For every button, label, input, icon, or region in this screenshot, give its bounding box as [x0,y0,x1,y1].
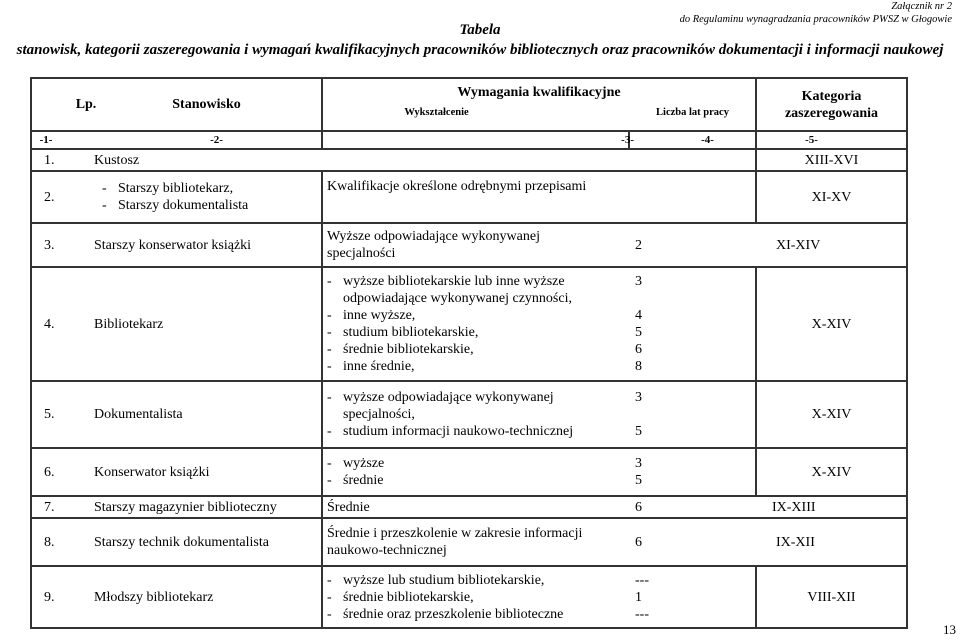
annex-line-1: Załącznik nr 2 [891,1,952,12]
row-4-lp: 4. [44,316,55,332]
row-8-position-0: Starszy technik dokumentalista [94,534,269,550]
table-row [31,223,907,267]
row-4-years [629,267,756,381]
row-6-years-0: 3 [635,456,642,471]
row-5-years-0: 3 [635,390,642,405]
title-line-1: Tabela [459,22,501,38]
row-3-category: XI-XIV [756,223,907,267]
row-7-position-0: Starszy magazynier biblioteczny [94,499,277,515]
row-9-education-0: wyższe lub studium bibliotekarskie, [343,572,545,588]
row-6-education-0: wyższe [343,456,385,471]
row-7-lp: 7. [44,499,55,515]
row-8-education: Średnie i przeszkolenie w zakresie informacji naukowo-technicznej [322,518,629,566]
row-2-years [629,171,756,223]
row-9-category: VIII-XII [756,566,907,628]
header-education: Wykształcenie [404,107,469,118]
row-5-education-1: studium informacji naukowo-technicznej [343,424,574,439]
row-9-years-2: --- [635,606,649,622]
table-row [31,267,907,381]
header-lp: Lp. [75,96,97,112]
row-9-education-2: średnie oraz przeszkolenie biblioteczne [343,606,564,622]
col-number-5: -5- [805,134,818,146]
row-5-lp: 5. [44,407,55,422]
row-6-lp: 6. [44,464,55,480]
row-6-education-1: średnie [343,473,384,488]
table-row [31,381,907,448]
row-4-years-3: 6 [635,342,642,357]
page-number: 13 [943,622,956,637]
row-2-category: XI-XV [756,171,907,223]
row-9-position [31,566,322,628]
row-7-position [31,496,322,518]
row-2-position: 2. - Starszy bibliotekarz, - Starszy dokumentalista [31,171,322,223]
table-row [31,518,907,566]
col-number-cell-1-2 [31,131,322,149]
header-category: Kategoria zaszeregowania [756,78,907,131]
row-7-education: Średnie [322,496,629,518]
document-title [0,20,960,60]
row-5-years [629,381,756,448]
row-4-category: X-XIV [756,267,907,381]
row-8-years: 6 [629,518,756,566]
row-6-position [31,448,322,496]
col-number-4: -4- [701,134,714,146]
row-1-lp: 1. [44,152,55,168]
row-3-position-0: Starszy konserwator książki [94,237,252,253]
row-9-education-1: średnie bibliotekarskie, [343,589,474,605]
row-4-years-1: 4 [635,308,642,323]
row-4-education-3: średnie bibliotekarskie, [343,342,474,357]
title-line-2: stanowisk, kategorii zaszeregowania i wymagań kwalifikacyjnych pracowników bibliotecznych oraz pracowników dokumentacji i informacji naukowej [16,42,944,58]
row-2-education: Kwalifikacje określone odrębnymi przepisami [322,171,629,223]
row-9-education: - wyższe lub studium bibliotekarskie, - średnie bibliotekarskie, - średnie oraz przeszkolenie biblioteczne [322,566,629,628]
table-row [31,171,907,223]
row-9-years-1: 1 [635,589,642,605]
positions-table [30,77,908,629]
col-number-2: -2- [210,134,223,146]
row-4-years-0: 3 [635,274,642,289]
row-5-position-0: Dokumentalista [94,407,183,422]
row-9-lp: 9. [44,589,55,605]
row-3-years: 2 [629,223,756,267]
header-requirements: Wymagania kwalifikacyjne [457,85,621,100]
row-9-years-0: --- [635,572,649,588]
row-4-education-2: studium bibliotekarskie, [343,325,479,340]
row-1-position-0: Kustosz [94,152,140,168]
row-4-education-4: inne średnie, [343,359,415,374]
table-row [31,496,907,518]
table-row [31,448,907,496]
col-number-cell-3 [322,131,634,149]
col-number-1: -1- [39,134,53,146]
row-4-years-2: 5 [635,325,642,340]
row-4-education: - wyższe bibliotekarskie lub inne wyższe odpowiadające wykonywanej czynności, - inne wyższe, - studium bibliotekarskie, - średnie bibliotekarskie, - inne średnie, [322,267,629,381]
header-position: Stanowisko [172,96,241,112]
col-number-3: -3- [621,134,634,146]
row-1-education [322,149,629,171]
annex-line-2: do Regulaminu wynagradzania pracowników PWSZ w Głogowie [679,14,952,25]
col-number-cell-5 [756,131,907,149]
row-6-category: X-XIV [756,448,907,496]
row-4-position [31,267,322,381]
row-3-position [31,223,322,267]
row-2-position-1: Starszy dokumentalista [118,198,249,213]
row-8-position [31,518,322,566]
row-5-education: - wyższe odpowiadające wykonywanej specjalności, - studium informacji naukowo-technicznej [322,381,629,448]
header-years: Liczba lat pracy [656,107,729,118]
row-6-education: - wyższe - średnie [322,448,629,496]
col-number-cell-4 [629,131,756,149]
row-3-lp: 3. [44,237,55,253]
row-6-position-0: Konserwator książki [94,464,210,480]
row-9-position-0: Młodszy bibliotekarz [94,589,214,605]
header-row [31,78,907,131]
row-6-years [629,448,756,496]
row-1-position [31,149,322,171]
row-3-education: Wyższe odpowiadające wykonywanej specjalności [322,223,629,267]
row-1-years [629,149,756,171]
header-lp-position-cell [31,78,322,131]
column-number-row [31,131,907,149]
row-8-lp: 8. [44,534,55,550]
table-row [31,149,907,171]
row-4-position-0: Bibliotekarz [94,316,164,332]
header-requirements-cell [322,78,756,131]
row-1-category: XIII-XVI [756,149,907,171]
row-2-position-0: Starszy bibliotekarz, [118,181,234,196]
row-6-years-1: 5 [635,473,642,488]
row-5-position [31,381,322,448]
row-4-education-0: wyższe bibliotekarskie lub inne wyższe odpowiadające wykonywanej czynności, [343,274,572,306]
row-7-years: 6 [629,496,756,518]
row-8-category: IX-XII [756,518,907,566]
row-9-years [629,566,756,628]
row-2-lp: 2. [44,189,55,205]
row-4-education-1: inne wyższe, [343,308,416,323]
row-4-years-4: 8 [635,359,642,374]
row-5-category: X-XIV [756,381,907,448]
row-5-education-0: wyższe odpowiadające wykonywanej specjalności, [343,390,554,422]
row-5-years-1: 5 [635,424,642,439]
row-7-category: IX-XIII [756,496,907,518]
table-row [31,566,907,628]
